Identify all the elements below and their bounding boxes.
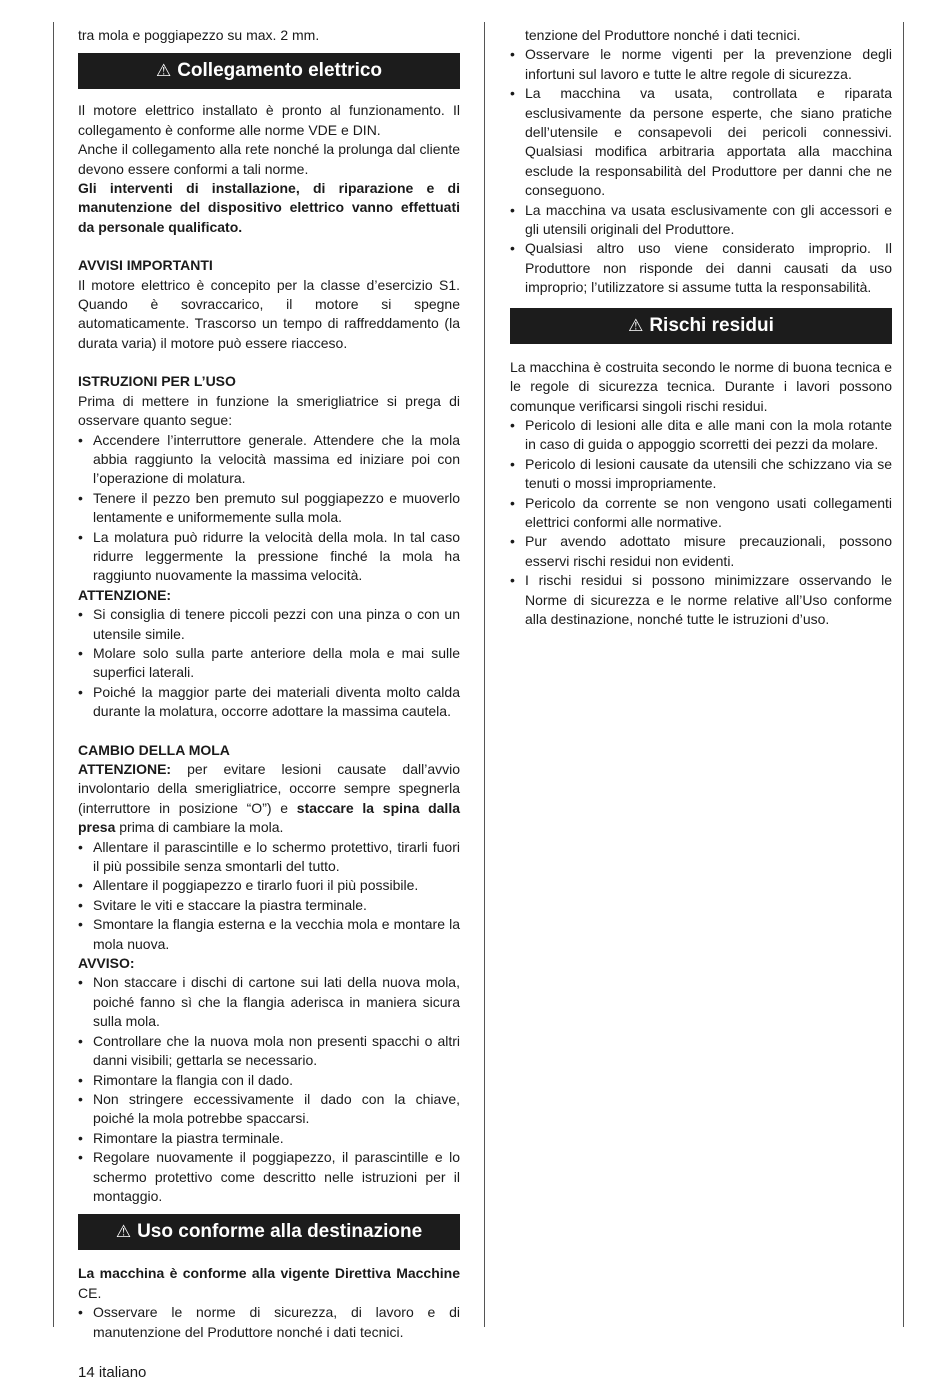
intro-text: tra mola e poggiapezzo su max. 2 mm.	[78, 27, 320, 43]
warning-triangle-icon: ⚠	[115, 1222, 132, 1242]
list-item: • Pericolo da corrente se non vengono usati collegamenti elettrici conformi alle normative.	[510, 494, 892, 533]
paragraph-attention	[78, 760, 460, 838]
list-item: • La macchina va usata, controllata e riparata esclusivamente da persone esperte, che siano pratiche dell’utensile e consapevoli dei pericoli connessivi. Qualsiasi modifica arbitraria apportata alla macchina esclude la responsabilità del Produttore per danni che ne conseguono.	[510, 84, 892, 200]
heading-text: Uso conforme alla destinazione	[137, 1221, 423, 1243]
heading-text: Collegamento elettrico	[177, 60, 383, 82]
heading-text: Rischi residui	[649, 314, 774, 336]
list-item: • Accendere l’interruttore generale. Attendere che la mola abbia raggiunto la velocità massima ed iniziare poi con l’operazione di molatura.	[78, 431, 460, 489]
subheading-cambio: CAMBIO DELLA MOLA	[78, 741, 230, 758]
list-item: • Non staccare i dischi di cartone sui lati della nuova mola, poiché fanno sì che la flangia aderisca in maniera sicura sulla mola.	[78, 973, 460, 1031]
bullet-list	[78, 1303, 460, 1342]
list-item: • Si consiglia di tenere piccoli pezzi con una pinza o con un utensile simile.	[78, 605, 460, 644]
list-item: • Controllare che la nuova mola non presenti spacchi o altri danni visibili; gettarla se necessario.	[78, 1032, 460, 1071]
list-item: • Allentare il parascintille e lo schermo protettivo, tirarli fuori il più possibile senza smontarli del tutto.	[78, 838, 460, 877]
left-column	[78, 26, 460, 1340]
subheading-istruzioni: ISTRUZIONI PER L’USO	[78, 373, 236, 390]
list-item: • Pericolo di lesioni alle dita e alle mani con la mola rotante in caso di guida o appoggio scorretti dei pezzi da molare.	[510, 416, 892, 455]
list-item: • Svitare le viti e staccare la piastra terminale.	[78, 896, 460, 915]
attention-label: ATTENZIONE:	[78, 761, 172, 777]
list-item: • Pur avendo adottato misure precauzionali, possono esservi rischi residui non evidenti.	[510, 532, 892, 571]
bullet-list	[78, 605, 460, 721]
column-rule-left	[53, 22, 54, 1327]
text-run-bold: staccare la spina dalla presa	[78, 799, 460, 836]
list-item: • Pericolo di lesioni causate da utensili che schizzano via se tenuti o mossi impropriamente.	[510, 455, 892, 494]
list-item: • La molatura può ridurre la velocità della mola. In tal caso ridurre leggermente la pressione finché la mola ha raggiunto nuovamente la massima velocità.	[78, 528, 460, 586]
paragraph-directive	[78, 1264, 460, 1303]
paragraph: Prima di mettere in funzione la smerigliatrice si prega di osservare quanto segue:	[78, 392, 460, 429]
warning-triangle-icon: ⚠	[155, 61, 172, 81]
paragraph: La macchina è costruita secondo le norme di buona tecnica e le regole di sicurezza tecnica. Durante i lavori possono comunque verificarsi singoli rischi residui.	[510, 358, 892, 414]
page-footer: 14 italiano	[78, 1364, 147, 1381]
attention-label: ATTENZIONE:	[78, 586, 172, 603]
avviso-label: AVVISO:	[78, 955, 135, 972]
paragraph-bold: Gli interventi di installazione, di riparazione e di manutenzione del dispositivo elettrico vanno effettuati da personale qualificato.	[78, 180, 460, 235]
continued-text: tenzione del Produttore nonché i dati tecnici.	[525, 27, 801, 43]
warning-triangle-icon: ⚠	[628, 315, 644, 335]
list-item: • Poiché la maggior parte dei materiali diventa molto calda durante la molatura, occorre adottare la massima cautela.	[78, 683, 460, 722]
bullet-list	[78, 973, 460, 1206]
paragraph: Il motore elettrico è concepito per la classe d’esercizio S1. Quando è sovraccarico, il motore si spegne automaticamente. Trascorso un tempo di raffreddamento (la durata varia) il motore può essere riacceso.	[78, 276, 460, 351]
list-item: • Rimontare la piastra terminale.	[78, 1129, 460, 1148]
list-item: • Molare solo sulla parte anteriore della mola e mai sulle superfici laterali.	[78, 644, 460, 683]
clipped-list	[78, 1303, 460, 1340]
list-item: • Qualsiasi altro uso viene considerato improprio. Il Produttore non risponde dei danni causati da uso improprio; l’utilizzatore si assume tutta la responsabilità.	[510, 239, 892, 297]
paragraph: Il motore elettrico installato è pronto al funzionamento. Il collegamento è conforme alle norme VDE e DIN.	[78, 102, 460, 138]
list-item: • Tenere il pezzo ben premuto sul poggiapezzo e muoverlo lentamente e uniformemente sulla mola.	[78, 489, 460, 528]
subheading-avvisi: AVVISI IMPORTANTI	[78, 257, 213, 274]
text-run-bold: La macchina è conforme alla vigente Direttiva Macchine	[78, 1265, 460, 1282]
bullet-list	[510, 416, 892, 629]
list-item: • Allentare il poggiapezzo e tirarlo fuori il più possibile.	[78, 876, 460, 895]
text-run: per evitare lesioni causate dall’avvio involontario della smerigliatrice, occorre sempre spegnerla (interruttore in posizione “O”) e	[78, 761, 460, 816]
bullet-list	[510, 45, 892, 297]
bullet-list	[78, 838, 460, 954]
section-heading-uso	[78, 1214, 460, 1250]
right-column	[510, 26, 892, 629]
section-heading-collegamento	[78, 53, 460, 89]
list-item: • La macchina va usata esclusivamente con gli accessori e gli utensili originali del Produttore.	[510, 201, 892, 240]
paragraph: Anche il collegamento alla rete nonché la prolunga dal cliente devono essere conformi a tali norme.	[78, 141, 460, 177]
column-rule-right	[903, 22, 904, 1327]
list-item: • Rimontare la flangia con il dado.	[78, 1071, 460, 1090]
list-item: • I rischi residui si possono minimizzare osservando le Norme di sicurezza e le norme relative all’Uso conforme alla destinazione, nonché tutte le istruzioni d’uso.	[510, 571, 892, 629]
text-run: CE.	[78, 1284, 102, 1301]
section-heading-rischi	[510, 308, 892, 344]
list-item: • Regolare nuovamente il poggiapezzo, il parascintille e lo schermo protettivo come descritto nelle istruzioni per il montaggio.	[78, 1148, 460, 1206]
list-item: • Osservare le norme di sicurezza, di lavoro e di manutenzione del Produttore nonché i dati tecnici.	[78, 1303, 460, 1342]
list-item: • Non stringere eccessivamente il dado con la chiave, poiché la mola potrebbe spaccarsi.	[78, 1090, 460, 1129]
list-item: • Smontare la flangia esterna e la vecchia mola e montare la mola nuova.	[78, 915, 460, 954]
bullet-list	[78, 431, 460, 586]
list-item: • Osservare le norme vigenti per la prevenzione degli infortuni sul lavoro e tutte le altre regole di sicurezza.	[510, 45, 892, 84]
column-rule-middle	[484, 22, 485, 1327]
text-run: prima di cambiare la mola.	[115, 819, 284, 836]
